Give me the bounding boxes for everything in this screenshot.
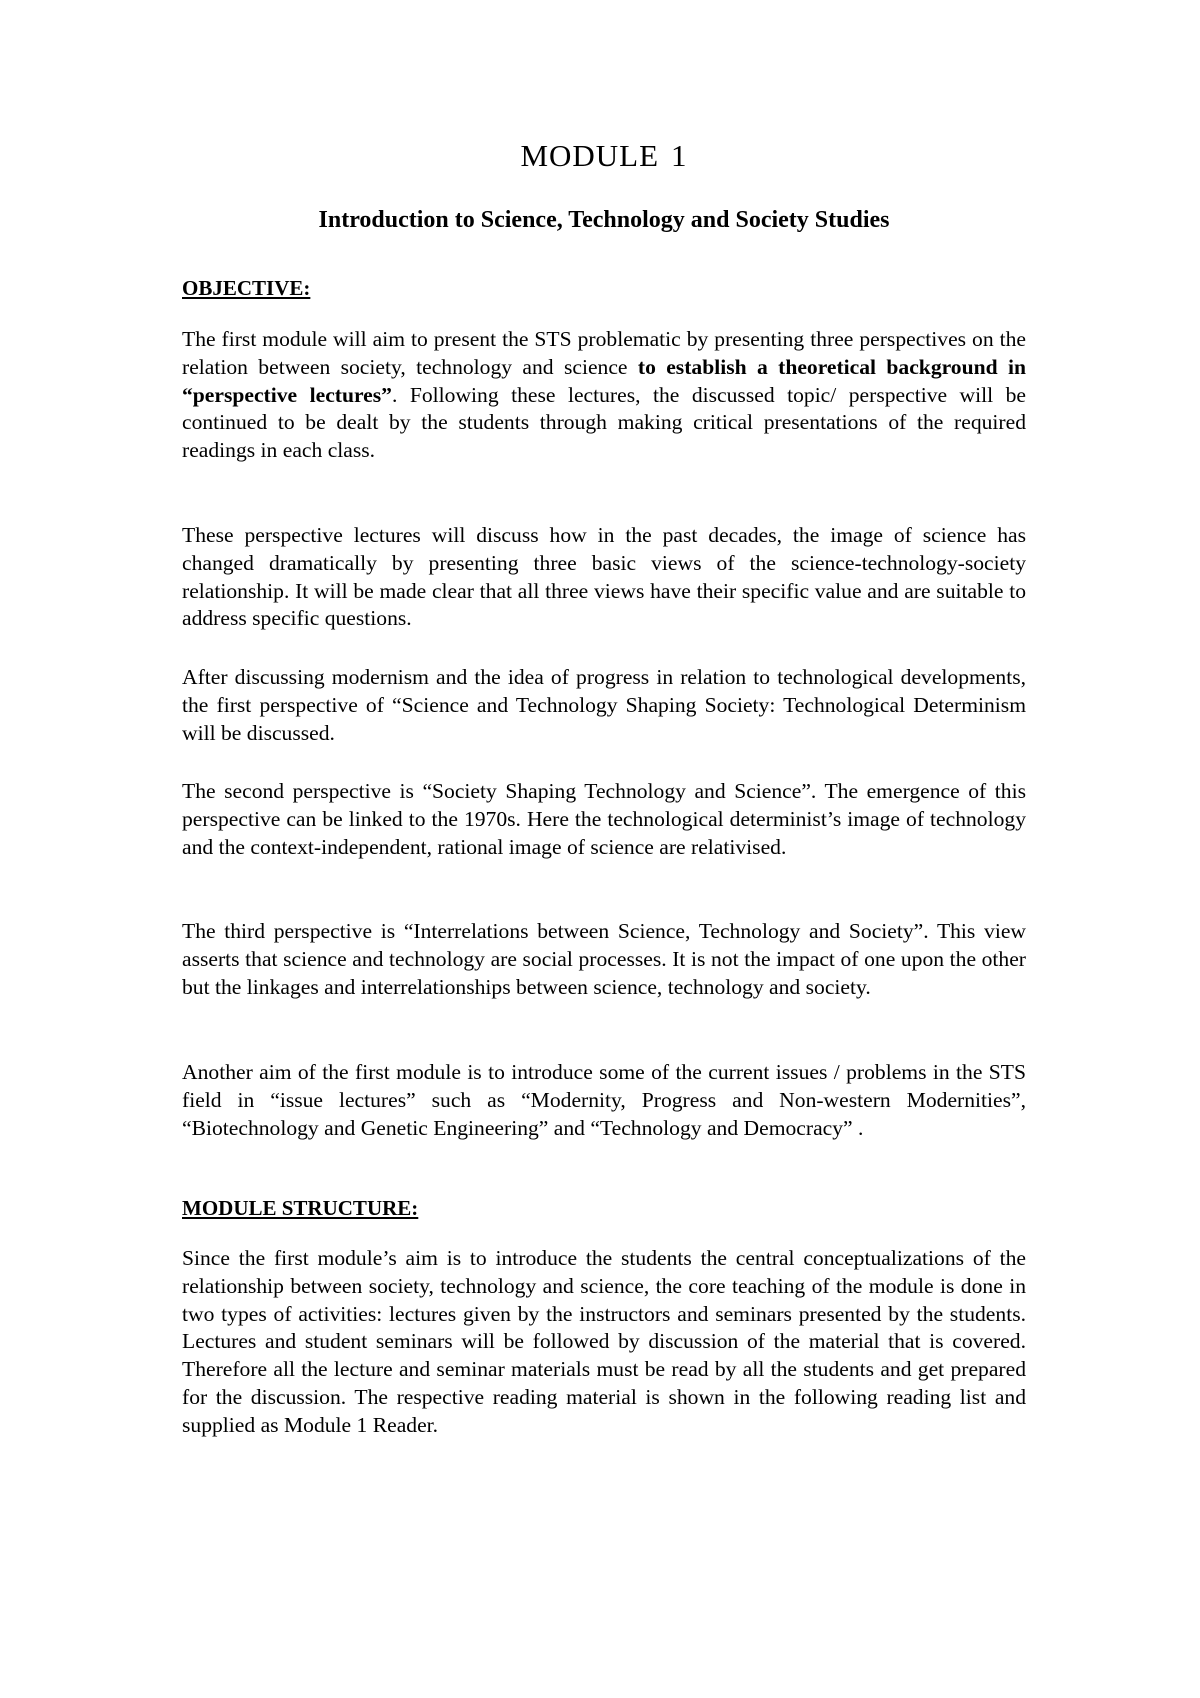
module-title [182, 138, 1026, 174]
module-structure-heading: MODULE STRUCTURE: [182, 1196, 419, 1220]
objective-paragraph-6: Another aim of the first module is to introduce some of the current issues / problems in the STS field in “issue lectures” such as “Modernity, Progress and Non-western Modernities”, “Biotechnology and Genetic Engineering” and “Technology and Democracy” . [182, 1060, 1026, 1140]
module-label: MODULE [520, 138, 660, 173]
module-number: 1 [671, 138, 688, 173]
objective-heading: OBJECTIVE: [182, 276, 311, 300]
objective-p1-text-a: The first module will aim to present the STS problematic by presenting three perspectives on the relation between society, technology and science [182, 327, 1026, 379]
objective-paragraph-3: After discussing modernism and the idea of progress in relation to technological developments, the first perspective of “Science and Technology Shaping Society: Technological Determinism will be discussed. [182, 665, 1026, 745]
objective-paragraph-2: These perspective lectures will discuss how in the past decades, the image of science has changed dramatically by presenting three basic views of the science-technology-society relationship. It will be made clear that all three views have their specific value and are suitable to address specific questions. [182, 523, 1026, 631]
objective-p1-bold: to establish a theoretical background in “perspective lectures” [182, 354, 1026, 407]
objective-paragraph-1 [182, 326, 1026, 465]
module-structure-paragraph-1: Since the first module’s aim is to introduce the students the central conceptualizations of the relationship between society, technology and science, the core teaching of the module is done in two types of activities: lectures given by the instructors and seminars presented by the students. Lectures and student seminars will be followed by discussion of the material that is covered. Therefore all the lecture and seminar materials must be read by all the students and get prepared for the discussion. The respective reading material is shown in the following reading list and supplied as Module 1 Reader. [182, 1246, 1026, 1437]
module-subtitle: Introduction to Science, Technology and Society Studies [318, 207, 890, 233]
objective-paragraph-4: The second perspective is “Society Shaping Technology and Science”. The emergence of this perspective can be linked to the 1970s. Here the technological determinist’s image of technology and the context-independent, rational image of science are relativised. [182, 779, 1026, 859]
objective-p1-text-b: . Following these lectures, the discussed topic/ perspective will be continued to be dealt by the students through making critical presentations of the required readings in each class. [182, 382, 1027, 463]
objective-paragraph-5: The third perspective is “Interrelations between Science, Technology and Society”. This view asserts that science and technology are social processes. It is not the impact of one upon the other but the linkages and interrelationships between science, technology and society. [182, 919, 1026, 999]
